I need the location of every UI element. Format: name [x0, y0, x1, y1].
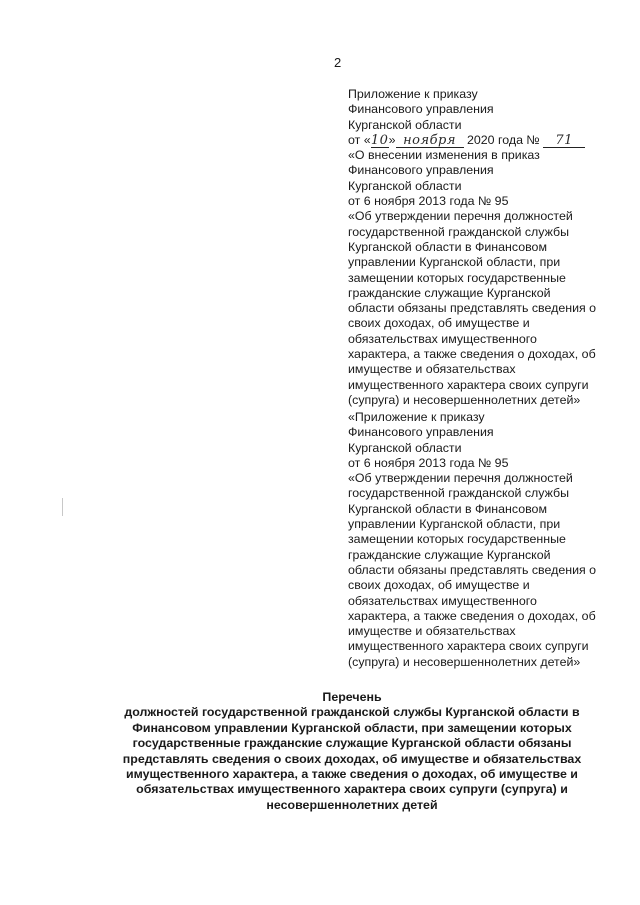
- quoted-appendix-line: замещении которых государственные: [348, 532, 566, 547]
- appendix-body-line: государственной гражданской службы: [348, 224, 570, 239]
- list-title-line: обязательствах имущественного характера своих супруги (супруга) и: [136, 782, 568, 797]
- quoted-appendix-line: области обязаны представлять сведения о: [348, 562, 597, 577]
- appendix-body-line: «Об утверждении перечня должностей: [348, 209, 573, 224]
- quoted-appendix-line: Курганской области в Финансовом: [348, 501, 547, 516]
- quoted-appendix-line: Финансового управления: [348, 425, 494, 440]
- appendix-body-line: обязательствах имущественного: [348, 331, 537, 346]
- list-title-block: [92, 690, 612, 813]
- appendix-body-line: характера, а также сведения о доходах, об: [348, 347, 596, 362]
- year-text: 2020 года №: [467, 132, 540, 147]
- date-prefix: от «: [348, 132, 371, 147]
- appendix-body-line: Финансового управления: [348, 163, 494, 178]
- page-number: 2: [334, 55, 342, 70]
- appendix-body-line: Курганской области: [348, 178, 462, 193]
- order-date-line: [348, 133, 628, 148]
- appendix-body-line: от 6 ноября 2013 года № 95: [348, 194, 509, 209]
- quoted-appendix-line: характера, а также сведения о доходах, об: [348, 608, 596, 623]
- handwritten-month: ноября: [403, 132, 456, 148]
- quoted-appendix-line: Курганской области: [348, 440, 462, 455]
- appendix-header-line: Финансового управления: [348, 102, 494, 117]
- quoted-appendix-line: обязательствах имущественного: [348, 593, 537, 608]
- month-blank: [396, 134, 464, 148]
- list-title-line: представлять сведения о своих доходах, об имуществе и обязательствах: [122, 751, 582, 766]
- handwritten-number: 71: [555, 132, 573, 148]
- appendix-body-line: гражданские служащие Курганской: [348, 285, 551, 300]
- list-heading: Перечень: [322, 690, 382, 704]
- day-blank: [371, 134, 389, 148]
- appendix-header-block: [348, 87, 628, 408]
- quoted-appendix-line: государственной гражданской службы: [348, 486, 570, 501]
- appendix-body-line: управлении Курганской области, при: [348, 255, 561, 270]
- appendix-body-line: имущественного характера своих супруги: [348, 377, 589, 392]
- quoted-appendix-line: (супруга) и несовершеннолетних детей»: [348, 654, 581, 669]
- appendix-header-line: Курганской области: [348, 117, 462, 132]
- quoted-appendix-line: имущественного характера своих супруги: [348, 639, 589, 654]
- appendix-header-line: Приложение к приказу: [348, 87, 478, 101]
- appendix-body-line: замещении которых государственные: [348, 270, 566, 285]
- list-title-line: несовершеннолетних детей: [266, 797, 438, 812]
- quoted-appendix-line: от 6 ноября 2013 года № 95: [348, 455, 509, 470]
- quoted-appendix-line: «Об утверждении перечня должностей: [348, 471, 573, 486]
- list-title-line: государственные гражданские служащие Курганской области обязаны: [132, 736, 572, 751]
- scan-artifact: [62, 498, 63, 516]
- appendix-body-line: имуществе и обязательствах: [348, 362, 516, 377]
- list-title-line: имущественного характера, а также сведения о доходах, об имуществе и: [126, 767, 578, 782]
- list-title-line: должностей государственной гражданской службы Курганской области в: [124, 705, 580, 720]
- date-quote-close: »: [388, 132, 396, 147]
- list-title-line: Финансовом управлении Курганской области, при замещении которых: [132, 720, 572, 735]
- number-blank: [543, 134, 585, 148]
- appendix-body-line: Курганской области в Финансовом: [348, 239, 547, 254]
- handwritten-day: 10: [370, 132, 389, 148]
- quoted-appendix-line: имуществе и обязательствах: [348, 624, 516, 639]
- appendix-body-line: своих доходах, об имуществе и: [348, 316, 530, 331]
- quoted-appendix-line: своих доходах, об имуществе и: [348, 578, 530, 593]
- quoted-appendix-line: «Приложение к приказу: [348, 410, 485, 424]
- quoted-appendix-block: [348, 410, 628, 670]
- appendix-body-line: (супруга) и несовершеннолетних детей»: [348, 392, 581, 407]
- quoted-appendix-line: гражданские служащие Курганской: [348, 547, 551, 562]
- quoted-appendix-line: управлении Курганской области, при: [348, 517, 561, 532]
- appendix-body-line: области обязаны представлять сведения о: [348, 301, 597, 316]
- appendix-body-line: «О внесении изменения в приказ: [348, 148, 540, 163]
